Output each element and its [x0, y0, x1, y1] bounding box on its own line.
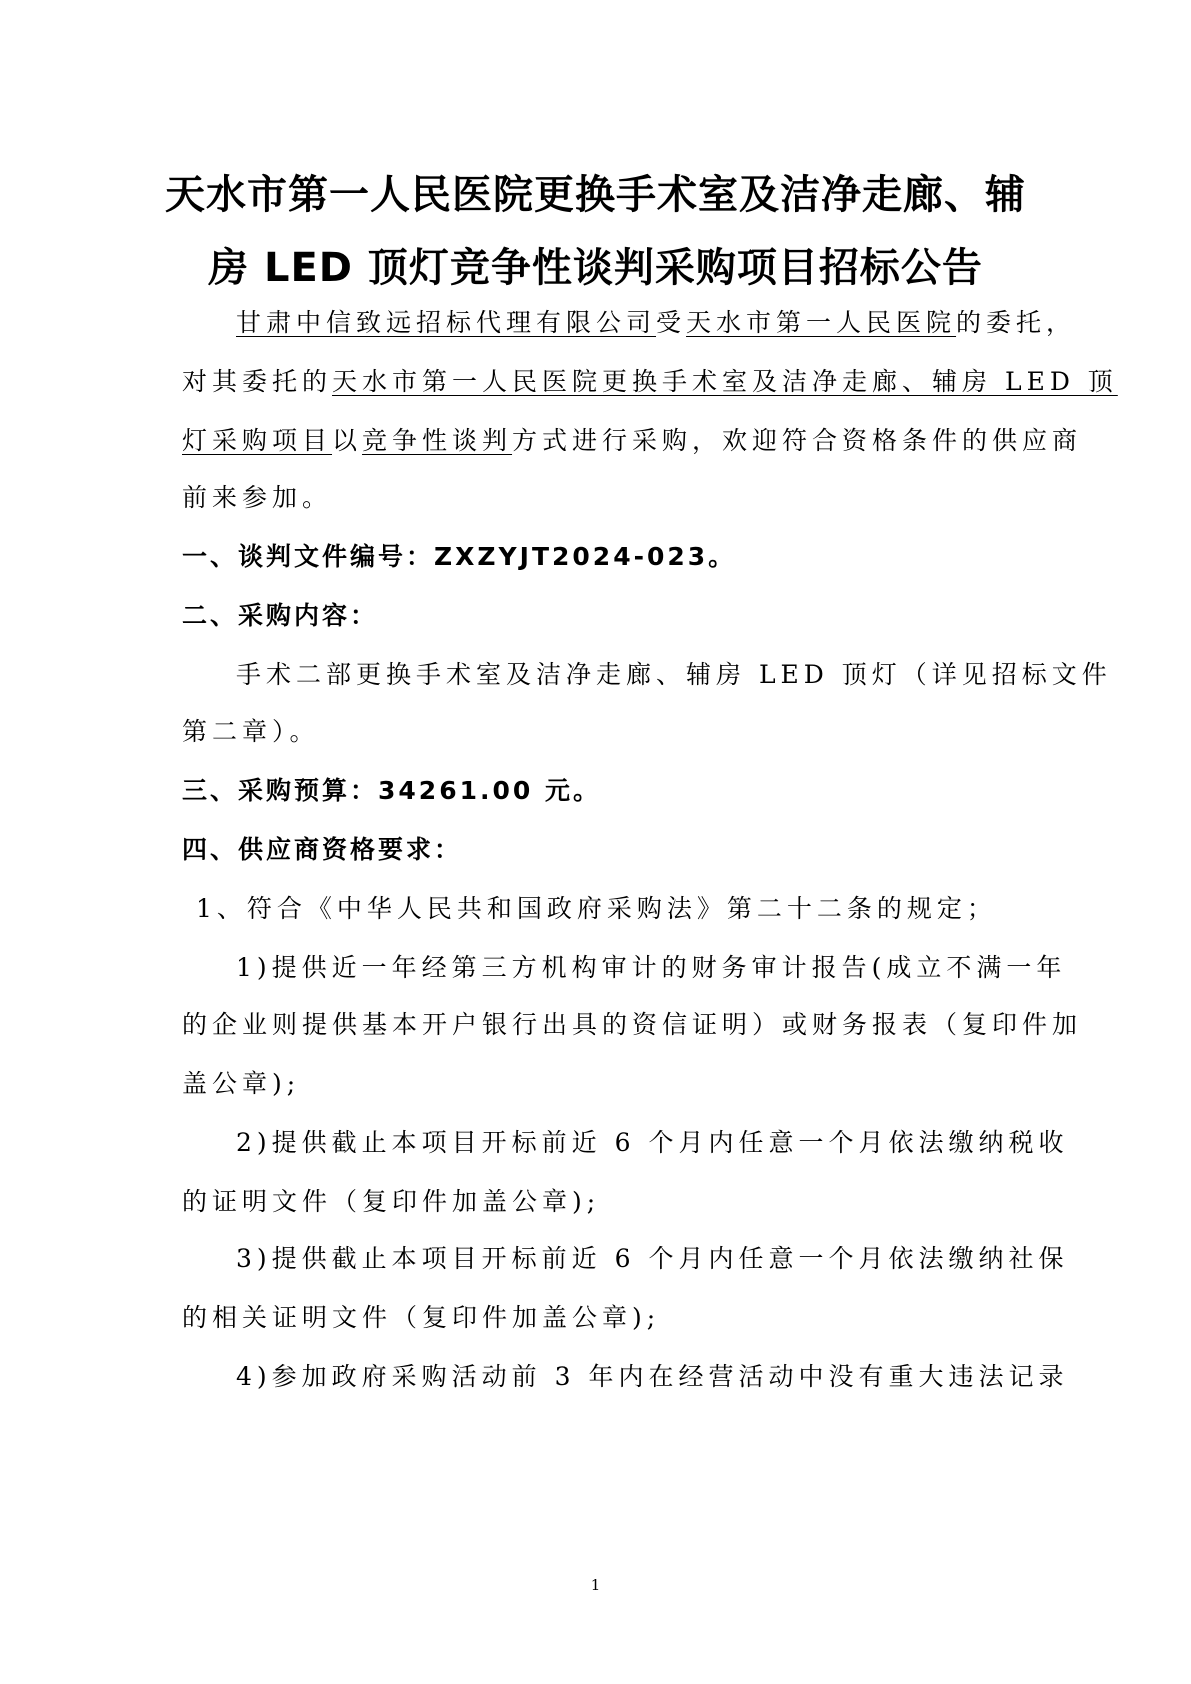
requirement-sub-2-line-1: 2)提供截止本项目开标前近 6 个月内任意一个月依法缴纳税收 — [236, 1128, 1069, 1157]
page-number: 1 — [590, 1576, 601, 1594]
requirement-item-1: 1、符合《中华人民共和国政府采购法》第二十二条的规定； — [196, 894, 997, 923]
client-name: 天水市第一人民医院 — [686, 308, 957, 337]
section-3 — [182, 773, 1022, 809]
intro-text-entrust: 受 — [656, 308, 687, 337]
project-name-part-2: 灯采购项目 — [182, 426, 333, 455]
requirement-sub-3-line-2: 的相关证明文件（复印件加盖公章); — [182, 1303, 661, 1332]
section-1-heading: 一、谈判文件编号： — [182, 542, 435, 571]
requirement-sub-4-line-1: 4)参加政府采购活动前 3 年内在经营活动中没有重大违法记录 — [236, 1362, 1069, 1391]
requirement-sub-1-line-3: 盖公章); — [182, 1069, 301, 1098]
requirement-sub-1-line-2: 的企业则提供基本开户银行出具的资信证明）或财务报表（复印件加 — [182, 1010, 1083, 1039]
requirement-sub-3-line-1: 3)提供截止本项目开标前近 6 个月内任意一个月依法缴纳社保 — [236, 1244, 1069, 1273]
section-2-content-line-2: 第二章）。 — [182, 717, 320, 746]
intro-text-its: 对其委托的 — [182, 367, 333, 396]
intro-line-1 — [236, 305, 1077, 341]
requirement-sub-2-line-2: 的证明文件（复印件加盖公章); — [182, 1187, 601, 1216]
intro-text-by: 以 — [332, 426, 363, 455]
project-name-part-1: 天水市第一人民医院更换手术室及洁净走廊、辅房 LED 顶 — [332, 367, 1118, 396]
budget-amount: 34261.00 元。 — [378, 776, 601, 805]
requirement-sub-1-line-1: 1)提供近一年经第三方机构审计的财务审计报告(成立不满一年 — [236, 953, 1067, 982]
agency-name: 甘肃中信致远招标代理有限公司 — [236, 308, 657, 337]
intro-line-3 — [182, 423, 1083, 459]
intro-text-of-entrust: 的委托， — [956, 308, 1077, 337]
section-2-heading: 二、采购内容： — [182, 601, 379, 630]
section-3-heading: 三、采购预算： — [182, 776, 379, 805]
document-title-line-1: 天水市第一人民医院更换手术室及洁净走廊、辅 — [165, 172, 1026, 218]
intro-line-2 — [182, 364, 1118, 400]
document-title-line-2: 房 LED 顶灯竞争性谈判采购项目招标公告 — [208, 245, 983, 291]
intro-text-rest: 方式进行采购，欢迎符合资格条件的供应商 — [512, 426, 1083, 455]
document-code: ZXZYJT2024-023。 — [434, 542, 737, 571]
section-2-content-line-1: 手术二部更换手术室及洁净走廊、辅房 LED 顶灯（详见招标文件 — [236, 660, 1112, 689]
section-4-heading: 四、供应商资格要求： — [182, 835, 463, 864]
section-1 — [182, 539, 1022, 575]
intro-line-4: 前来参加。 — [182, 483, 333, 512]
procurement-method: 竞争性谈判 — [362, 426, 513, 455]
